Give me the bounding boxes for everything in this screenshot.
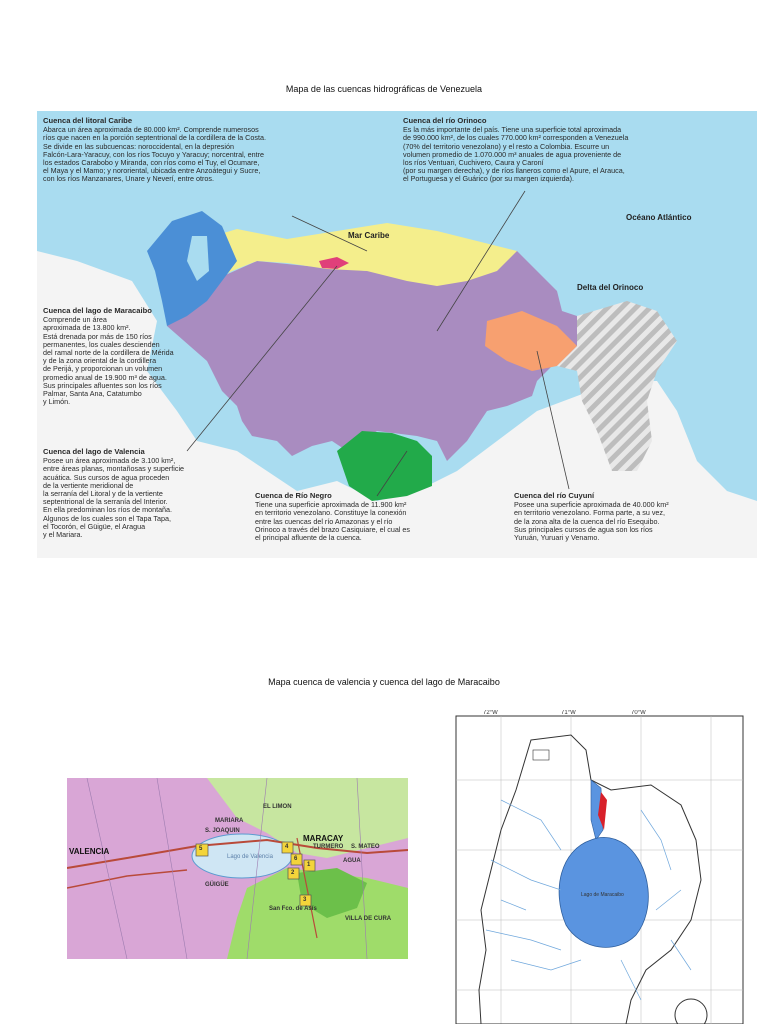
lake-label: Lago de Valencia bbox=[227, 854, 273, 860]
basin-description: Comprende un área aproximada de 13.800 km². Está drenada por más de 150 ríos permanentes, los cuales descienden del ramal norte de la cordillera de Mérida y de la zona oriental de la cordillera de Perijá, y proporcionan un volumen promedio anual de 19.900 m³ de agua. Sus principales afluentes son los ríos Palmar, Santa Ana, Catatumbo y Limón. bbox=[43, 315, 174, 407]
basin-description: Abarca un área aproximada de 80.000 km². Comprende numerosos ríos que nacen en la porción septentrional de la cordillera de la Costa. Se divide en las subcuencas: noroccidental, en la depresión Falcón-Lara-Yaracuy, con los ríos Tocuyo y Yaracuy; norcentral, entre los estados Carabobo y Miranda, con ríos como el Tuy, el Ocumare, el Maya y el Mamo; y nororiental, ubicada entre Anzoátegui y Sucre, con los ríos Manzanares, Unare y Neverí, entre otros. bbox=[43, 125, 266, 184]
basin-title: Cuenca del río Orinoco bbox=[403, 116, 487, 125]
grid-label: 72°W bbox=[483, 710, 498, 716]
maracaibo-basin-map-graphic bbox=[441, 710, 750, 1024]
basin-block-negro bbox=[255, 492, 495, 542]
delta-orinoco-label: Delta del Orinoco bbox=[577, 283, 644, 292]
place-label: VALENCIA bbox=[69, 847, 110, 856]
basin-block-cuyuni bbox=[514, 492, 754, 542]
place-label: TURMERO bbox=[313, 844, 344, 850]
basin-description: Posee un área aproximada de 3.100 km², entre áreas planas, montañosas y superficie acuática. Sus cursos de agua proceden de la vertiente meridional de la serranía del Litoral y de la vertiente septentrional de la serranía del Interior. En ella predominan los ríos de montaña. Algunos de los cuales son el Tapa Tapa, el Tocorón, el Güigüe, el Aragua y el Mariara. bbox=[43, 456, 185, 540]
basin-title: Cuenca de Río Negro bbox=[255, 491, 332, 500]
marker-label: 4 bbox=[285, 844, 289, 850]
basin-block-valencia bbox=[43, 448, 263, 539]
basin-block-caribe bbox=[43, 117, 383, 184]
basin-description: Tiene una superficie aproximada de 11.900 km² en territorio venezolano. Constituye la conexión entre las cuencas del río Amazonas y el río Orinoco a través del brazo Casiquiare, el cual es el principal afluente de la cuenca. bbox=[255, 500, 411, 543]
basin-title: Cuenca del lago de Maracaibo bbox=[43, 306, 152, 315]
grid-label: 70°W bbox=[631, 710, 646, 716]
venezuela-basins-map bbox=[37, 111, 757, 558]
place-label: VILLA DE CURA bbox=[345, 916, 392, 922]
marker-label: 6 bbox=[294, 856, 298, 862]
place-label: MARACAY bbox=[303, 834, 344, 843]
document-title-secondary: Mapa cuenca de valencia y cuenca del lago de Maracaibo bbox=[268, 677, 500, 687]
place-label: AGUA bbox=[343, 858, 361, 864]
place-label: MARIARA bbox=[215, 818, 244, 824]
basin-description: Es la más importante del país. Tiene una superficie total aproximada de 990.000 km², de los cuales 770.000 km² corresponden a Venezuela (70% del territorio venezolano) y el resto a Colombia. Escurre un volumen promedio de 1.070.000 m³ anuales de agua proveniente de los ríos Ventuari, Cuchivero, Caura y Caroní (por su margen derecha), y de ríos llaneros como el Apure, el Arauca, el Portuguesa y el Guárico (por su margen izquierda). bbox=[403, 125, 629, 184]
basin-block-maracaibo bbox=[43, 307, 263, 406]
place-label: S. JOAQUIN bbox=[205, 828, 240, 834]
marker-label: 3 bbox=[303, 897, 307, 903]
valencia-area-map bbox=[67, 778, 408, 959]
basin-title: Cuenca del litoral Caribe bbox=[43, 116, 133, 125]
grid-label: 71°W bbox=[561, 710, 576, 716]
mar-caribe-label: Mar Caribe bbox=[348, 231, 390, 240]
place-label: S. MATEO bbox=[351, 844, 380, 850]
basin-block-orinoco bbox=[403, 117, 743, 184]
place-label: GÜIGÜE bbox=[205, 882, 229, 888]
marker-label: 5 bbox=[199, 846, 203, 852]
basin-title: Cuenca del lago de Valencia bbox=[43, 447, 145, 456]
place-label: EL LIMON bbox=[263, 804, 292, 810]
valencia-area-map-graphic bbox=[67, 778, 408, 959]
marker-label: 1 bbox=[307, 862, 311, 868]
place-label: San Fco. de Asís bbox=[269, 906, 317, 912]
basin-title: Cuenca del río Cuyuní bbox=[514, 491, 595, 500]
maracaibo-basin-map bbox=[441, 710, 750, 1024]
marker-label: 2 bbox=[291, 870, 295, 876]
lake-label: Lago de Maracaibo bbox=[581, 892, 624, 898]
document-title-main: Mapa de las cuencas hidrográficas de Venezuela bbox=[285, 84, 483, 94]
basin-description: Posee una superficie aproximada de 40.000 km² en territorio venezolano. Forma parte, a su vez, de la zona alta de la cuenca del río Esequibo. Sus principales cursos de agua son los ríos Yuruán, Yuruari y Venamo. bbox=[514, 500, 669, 543]
oceano-atlantico-label: Océano Atlántico bbox=[626, 213, 692, 222]
